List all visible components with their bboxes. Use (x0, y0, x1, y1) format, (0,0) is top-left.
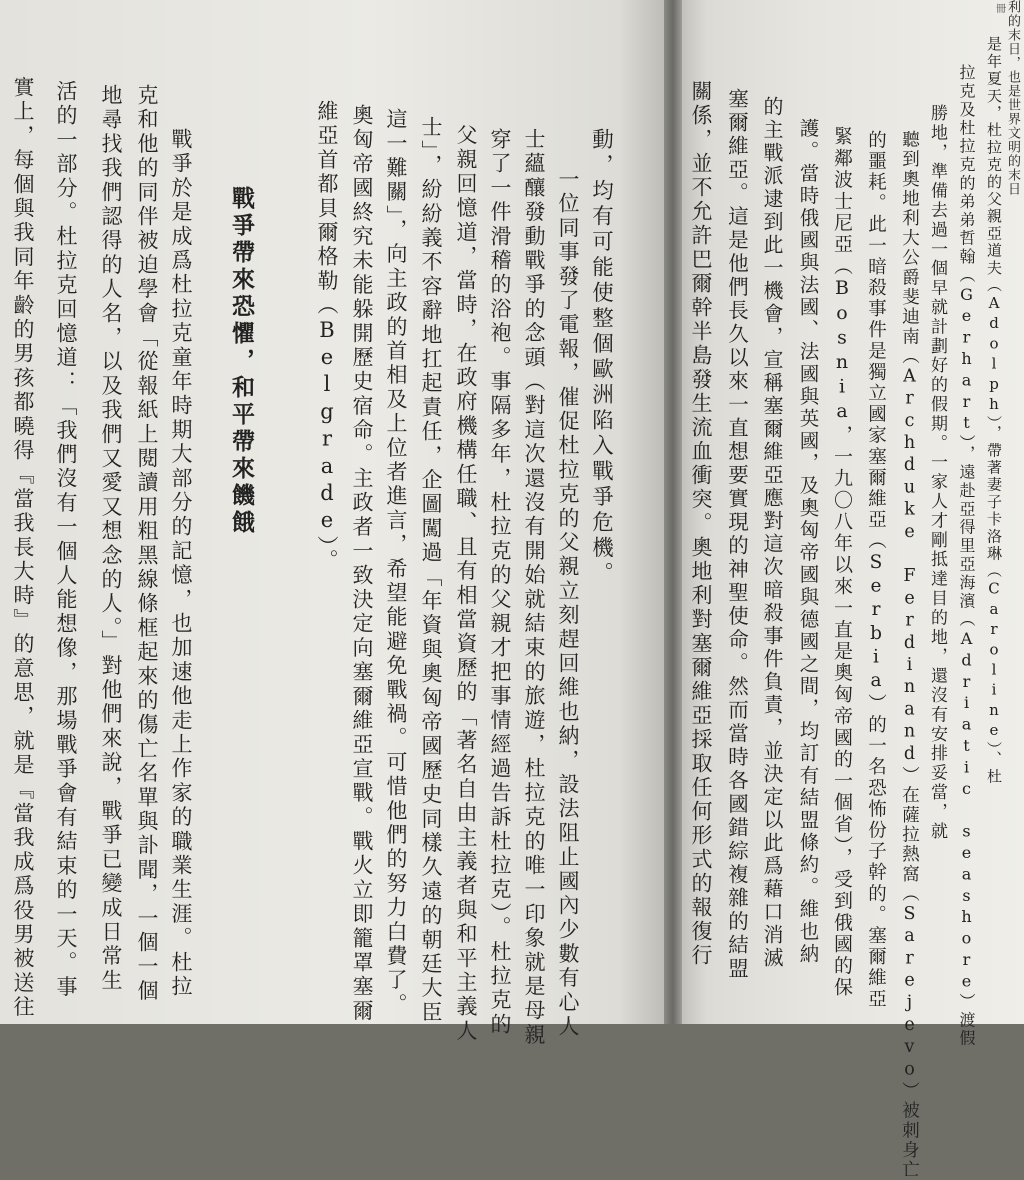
left-column-2: 一位同事發了電報，催促杜拉克的父親立刻趕回維也納，設法阻止國內少數有心人 (556, 168, 580, 1040)
right-column-9: 的主戰派逮到此一機會，宣稱塞爾維亞應對這次暗殺事件負責，並決定以此爲藉口消滅 (760, 96, 784, 970)
right-column-1: 利的末日，也是世界文明的末日 (1005, 0, 1020, 196)
right-column-5: 聽到奧地利大公爵斐迪南（Archduke Ferdinand）在薩拉熱窩（Sarejevo）被刺身亡 (899, 130, 920, 1180)
left-column-4: 穿了一件滑稽的浴袍。事隔多年，杜拉克的父親才把事情經過告訴杜拉克）。杜拉克的 (488, 128, 512, 1038)
right-column-11: 關係，並不允許巴爾幹半島發生流血衝突。奧地利對塞爾維亞採取任何形式的報復行 (689, 80, 713, 968)
book-spine (664, 0, 682, 1024)
left-column-8: 奧匈帝國終究未能躲開歷史宿命。主政者一致決定向塞爾維亞宣戰。戰火立即籠罩塞爾 (350, 104, 374, 1024)
right-column-10: 塞爾維亞。這是他們長久以來一直想要實現的神聖使命。然而當時各國錯綜複雜的結盟 (724, 88, 749, 981)
left-column-12: 克和他的同伴被迫學會「從報紙上閱讀用粗黑線條框起來的傷亡名單與訃聞，一個一個 (135, 84, 159, 1004)
left-column-13: 地尋找我們認得的人名，以及我們又愛又想念的人。」對他們來說，戰爭已變成日常生 (99, 84, 123, 994)
left-column-9: 維亞首都貝爾格勒（Belgrade）。 (315, 100, 339, 574)
left-column-1: 動，均有可能使整個歐洲陷入戰爭危機。 (588, 128, 614, 587)
left-column-14: 活的一部分。杜拉克回憶道：「我們沒有一個人能想像，那場戰爭會有結束的一天。事 (54, 80, 78, 1000)
right-column-4: 勝地，準備去過一個早就計劃好的假期。一家人才剛抵達目的地，還沒有安排妥當，就 (927, 104, 947, 842)
left-column-3: 士蘊釀發動戰爭的念頭（對這次還沒有開始就結束的旅遊，杜拉克的唯一印象就是母親 (522, 128, 546, 1048)
right-column-3: 拉克及杜拉克的弟弟哲翰（Gerhart），遠赴亞得里亞海濱（Adriatic seashore）渡假 (957, 64, 976, 1048)
section-heading: 戰爭帶來恐懼，和平帶來饑餓 (228, 186, 255, 537)
left-column-15: 實上，每個與我同年齡的男孩都曉得『當我長大時』的意思，就是『當我成爲役男被送往 (11, 76, 35, 1020)
left-column-7: 這一難關」，向主政的首相及上位者進言，希望能避免戰禍。可惜他們的努力白費了。 (384, 108, 408, 1018)
right-column-8: 護。當時俄國與法國、法國與英國，及奧匈帝國與德國之間，均訂有結盟條約。維也納 (796, 118, 820, 966)
right-column-6: 的噩耗。此一暗殺事件是獨立國家塞爾維亞（Serbia）的一名恐怖份子幹的。塞爾維亞 (865, 130, 887, 1011)
right-column-2: 是年夏天，杜拉克的父親亞道夫（Adolph），帶著妻子卡洛琳（Caroline）、杜 (985, 36, 1003, 786)
page-header: 冊 (996, 4, 1006, 15)
left-column-6: 士」，紛紛義不容辭地扛起責任，企圖闖過「年資與奧匈帝國歷史同樣久遠的朝廷大臣 (419, 116, 443, 1026)
left-column-11: 戰爭於是成爲杜拉克童年時期大部分的記憶，也加速他走上作家的職業生涯。杜拉 (169, 128, 193, 1000)
left-column-5: 父親回憶道，當時，在政府機構任職、且有相當資歷的「著名自由主義者與和平主義人 (454, 124, 478, 1044)
right-column-7: 緊鄰波士尼亞（Bosnia，一九〇八年以來一直是奧匈帝國的一個省），受到俄國的保 (831, 126, 853, 999)
